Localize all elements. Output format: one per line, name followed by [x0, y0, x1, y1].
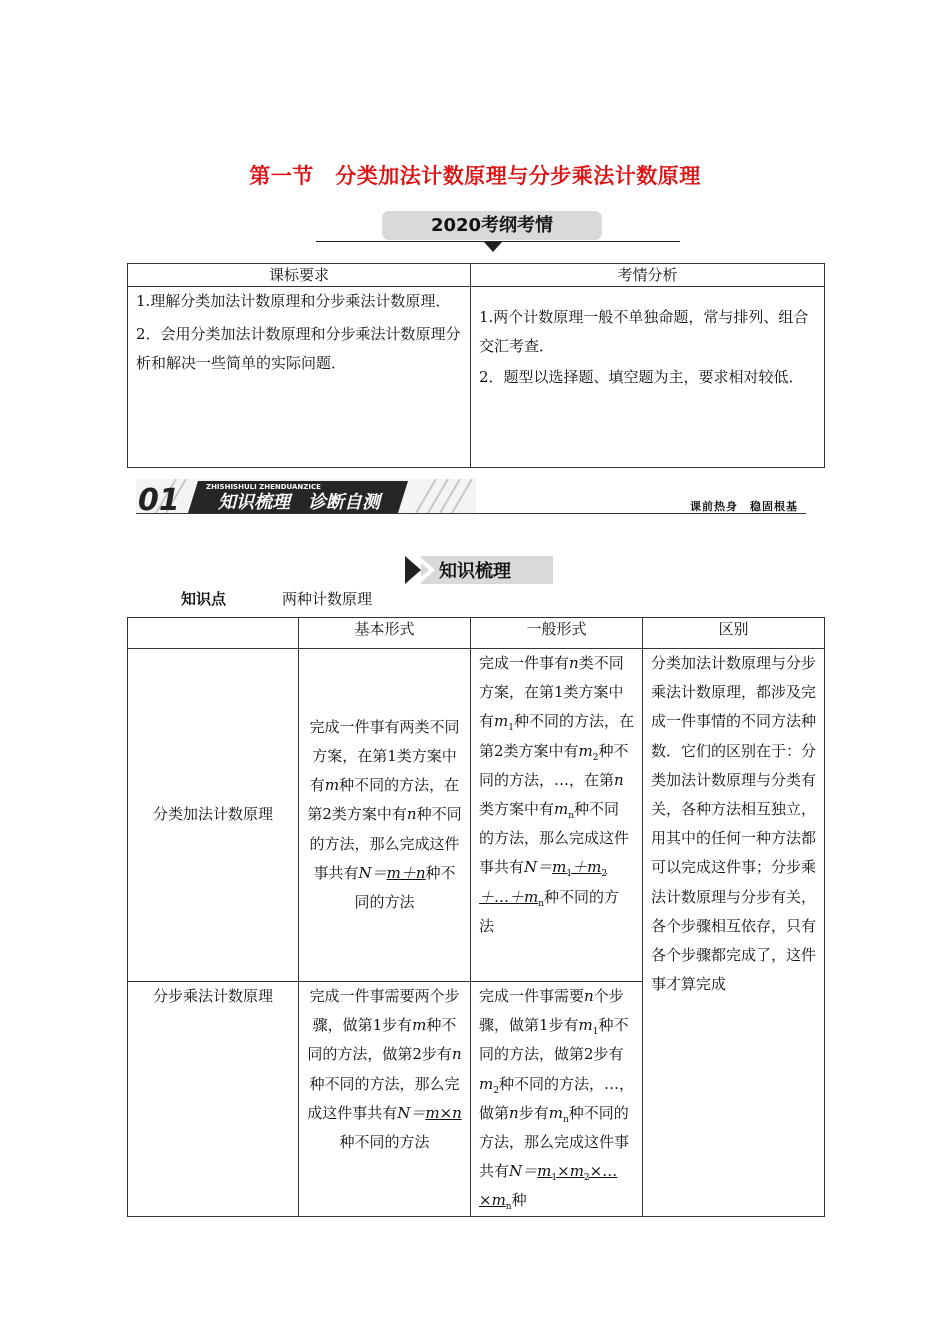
row-name-multiplication: 分步乘法计数原理 — [128, 982, 299, 1217]
principles-table — [127, 617, 825, 1217]
analysis-item: 2．题型以选择题、填空题为主，要求相对较低． — [479, 368, 804, 386]
section-number: 01 — [138, 483, 180, 513]
multiplication-general-form: 完成一件事需要n个步骤，做第1步有$m_1$种不同的方法，做第2步有$m_2$种不同的方法，…，做第n步有$m_n$种不同的方法，那么完成这件事共有$N=m_1\times m_2\times\dots\times m_n$种 — [471, 982, 643, 1217]
answer-blank: m×n — [425, 1103, 462, 1122]
requirement-item: 2．会用分类加法计数原理和分步乘法计数原理分析和解决一些简单的实际问题． — [136, 325, 461, 372]
answer-blank: $m_1+m_2+\dots+m_n$ — [479, 858, 608, 909]
difference-cell: 分类加法计数原理与分步乘法计数原理，都涉及完成一件事情的不同方法种数．它们的区别在于：分类加法计数原理与分类有关，各种方法相互独立，用其中的任何一种方法都可以完成这件事；分步乘法计数原理与分步有关，各个步骤相互依存，只有各个步骤都完成了，这件事才算完成 — [643, 649, 825, 1217]
answer-blank: $m_1\times m_2\times\dots\times m_n$ — [479, 1162, 618, 1213]
outline-analysis-cell — [471, 287, 825, 468]
section-01-banner — [136, 479, 476, 513]
banner-pointer-icon — [484, 242, 502, 252]
row-name-addition: 分类加法计数原理 — [128, 649, 299, 982]
knowledge-point-value: 两种计数原理 — [282, 590, 373, 608]
section-title: 知识梳理 诊断自测 — [218, 492, 380, 513]
principles-header-difference: 区别 — [643, 618, 825, 649]
exam-outline-banner: 2020考纲考情 — [382, 211, 602, 240]
outline-header-requirements: 课标要求 — [128, 264, 471, 287]
knowledge-banner-label: 知识梳理 — [439, 561, 511, 582]
knowledge-banner — [405, 556, 553, 584]
addition-general-form: 完成一件事有n类不同方案，在第1类方案中有$m_1$种不同的方法，在第2类方案中有$m_2$种不同的方法，…，在第n类方案中有$m_n$种不同的方法，那么完成这件事共有$N=m_1+m_2+\dots+m_n$种不同的方法 — [471, 649, 643, 982]
section-subtitle: 课前热身 稳固根基 — [690, 500, 798, 513]
answer-blank: m＋n — [386, 863, 426, 882]
principles-header-blank — [128, 618, 299, 649]
outline-table — [127, 263, 825, 468]
principles-header-basic: 基本形式 — [299, 618, 471, 649]
addition-basic-form: 完成一件事有两类不同方案，在第1类方案中有m种不同的方法，在第2类方案中有n种不同的方法，那么完成这件事共有N＝m＋n种不同的方法 — [299, 649, 471, 982]
section-pinyin: ZHISHISHULI ZHENDUANZICE — [206, 483, 321, 491]
requirement-item: 1.理解分类加法计数原理和分步乘法计数原理． — [136, 292, 451, 310]
principles-header-general: 一般形式 — [471, 618, 643, 649]
analysis-item: 1.两个计数原理一般不单独命题，常与排列、组合交汇考查． — [479, 308, 809, 355]
knowledge-point-label: 知识点 — [181, 590, 227, 608]
multiplication-basic-form: 完成一件事需要两个步骤，做第1步有m种不同的方法，做第2步有n种不同的方法，那么完成这件事共有N＝m×n种不同的方法 — [299, 982, 471, 1217]
outline-header-analysis: 考情分析 — [471, 264, 825, 287]
outline-requirements-cell — [128, 287, 471, 468]
page-title: 第一节 分类加法计数原理与分步乘法计数原理 — [249, 164, 701, 188]
